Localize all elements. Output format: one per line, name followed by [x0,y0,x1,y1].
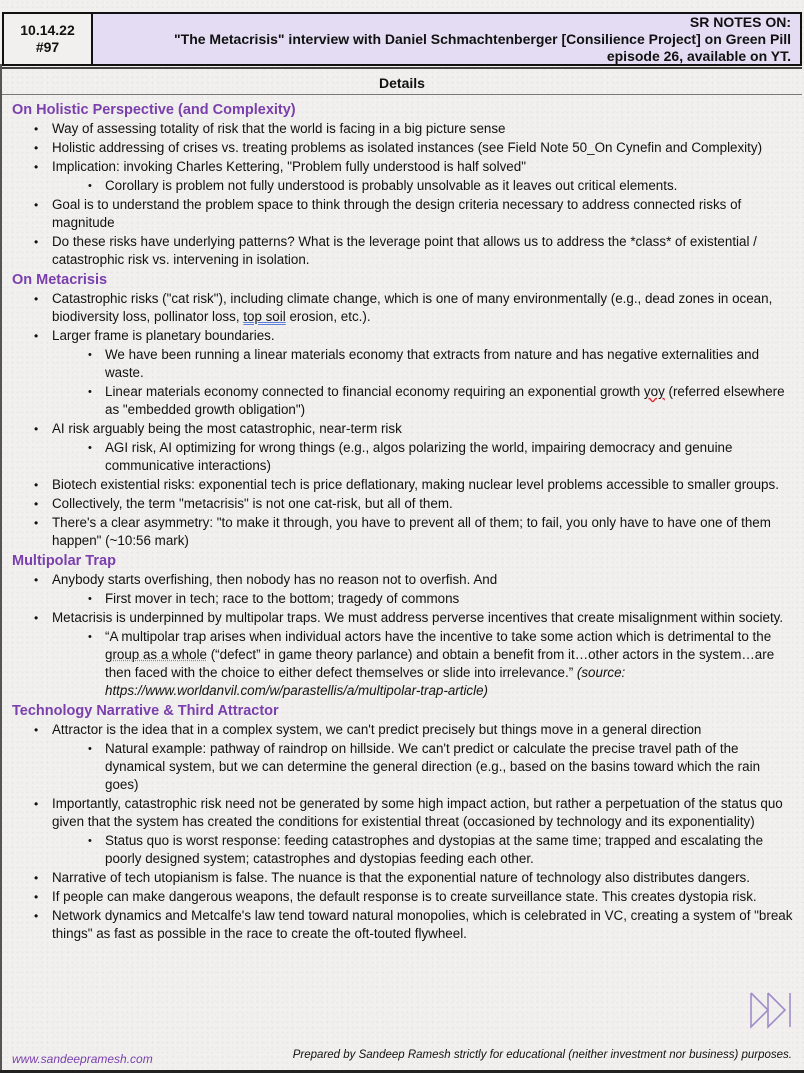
list-item: • Do these risks have underlying patterns? What is the leverage point that allows us to address the *class* of existential / catastrophic risk vs. intervening in isolation. [12,233,796,269]
list-item: • Way of assessing totality of risk that the world is facing in a big picture sense [12,120,796,138]
list-item: • Attractor is the idea that in a complex system, we can't predict precisely but things move in a general direction [12,721,796,739]
section-title: Multipolar Trap [12,553,116,569]
list-item: • If people can make dangerous weapons, the default response is to create surveillance state. This creates dystopia risk. [12,888,796,906]
sub-list-item [12,628,796,700]
note-number: #97 [35,39,60,55]
list-item-text: Catastrophic risks ("cat risk"), including climate change, which is one of many environmentally (e.g., dead zones in ocean, biodiversity loss, pollinator loss, [52,291,773,324]
list-item-text: (referred elsewhere as "embedded growth obligation") [105,384,785,417]
sub-list-item: • Status quo is worst response: feeding catastrophes and dystopias at the same time; trapped and escalating the poorly designed system; catastrophes and dystopias feeding each other. [12,832,796,868]
list-item: • Larger frame is planetary boundaries. [12,327,796,345]
disclaimer-note: Prepared by Sandeep Ramesh strictly for educational (neither investment nor business) purposes. [292,1049,792,1061]
list-item: • Metacrisis is underpinned by multipolar traps. We must address perverse incentives that create misalignment within society. [12,609,796,627]
list-item: • Implication: invoking Charles Kettering, "Problem fully understood is half solved" [12,158,796,176]
spellcheck-underlined-text[interactable]: yoy [643,384,665,399]
header [2,12,802,66]
section-list [12,721,796,943]
list-item-text: Linear materials economy connected to financial economy requiring an exponential growth [105,384,644,399]
list-item: • Anybody starts overfishing, then nobody has no reason not to overfish. And [12,571,796,589]
list-item: • Importantly, catastrophic risk need not be generated by some high impact action, but rather a perpetuation of the status quo given that the system has created the conditions for existential threat (occasioned by technology and its exponentiality) [12,795,796,831]
list-item: • Goal is to understand the problem space to think through the design criteria necessary to address connected risks of magnitude [12,196,796,232]
section-title: On Metacrisis [12,272,108,288]
double-play-logo-icon [748,990,796,1030]
sub-list-item: • First mover in tech; race to the bottom; tragedy of commons [12,590,796,608]
notes-content [12,100,796,944]
list-item: • Holistic addressing of crises vs. treating problems as isolated instances (see Field Note 50_On Cynefin and Complexity) [12,139,796,157]
title-line-3: episode 26, available on YT. [606,47,791,64]
sub-list-item [12,383,796,419]
website-link[interactable]: www.sandeepramesh.com [12,1052,153,1066]
date-box [4,14,93,64]
sub-list-item: • Corollary is problem not fully understood is probably unsolvable as it leaves out critical elements. [12,177,796,195]
sub-list-item: • We have been running a linear materials economy that extracts from nature and has negative externalities and waste. [12,346,796,382]
title-line-2: "The Metacrisis" interview with Daniel Schmachtenberger [Consilience Project] on Green Pill [174,30,791,47]
title-line-1: SR NOTES ON: [689,13,791,30]
list-item: • Network dynamics and Metcalfe's law tend toward natural monopolies, which is celebrated in VC, creating a system of "break things" as fast as possible in the race to create the oft-touted flywheel. [12,907,796,943]
list-item [12,290,796,326]
section-title: On Holistic Perspective (and Complexity) [12,102,296,118]
list-item-text: erosion, etc.). [285,309,371,324]
grammar-underlined-text[interactable]: group as a whole [105,647,207,662]
list-item: • There's a clear asymmetry: "to make it through, you have to prevent all of them; to fail, you only have to have one of them happen" (~10:56 mark) [12,514,796,550]
section-title: Technology Narrative & Third Attractor [12,703,279,719]
section-list [12,571,796,700]
quote-text: (“defect” in game theory parlance) and obtain a benefit from it…other actors in the system…are then faced with the choice to either defect themselves or slide into irrelevance.” [105,647,775,680]
section-list [12,120,796,269]
note-date: 10.14.22 [20,22,75,38]
quote-text: “A multipolar trap arises when individual actors have the incentive to take some action which is detrimental to the [105,629,772,644]
section-list [12,290,796,550]
sub-list-item: • AGI risk, AI optimizing for wrong things (e.g., algos polarizing the world, impairing democracy and genuine communicative interactions) [12,439,796,475]
grammar-underlined-text[interactable]: top soil [243,309,286,324]
quote-source: (source: https://www.worldanvil.com/w/parastellis/a/multipolar-trap-article) [105,665,626,698]
list-item: • Biotech existential risks: exponential tech is price deflationary, making nuclear level problems accessible to smaller groups. [12,476,796,494]
details-heading: Details [2,67,802,95]
list-item: • AI risk arguably being the most catastrophic, near-term risk [12,420,796,438]
list-item: • Collectively, the term "metacrisis" is not one cat-risk, but all of them. [12,495,796,513]
sub-list-item: • Natural example: pathway of raindrop on hillside. We can't predict or calculate the precise travel path of the dynamical system, but we can determine the general direction (e.g., based on the basins toward which the rain goes) [12,740,796,794]
list-item: • Narrative of tech utopianism is false. The nuance is that the exponential nature of technology also distributes dangers. [12,869,796,887]
title-box [93,14,800,64]
page-frame-left [0,64,2,1070]
